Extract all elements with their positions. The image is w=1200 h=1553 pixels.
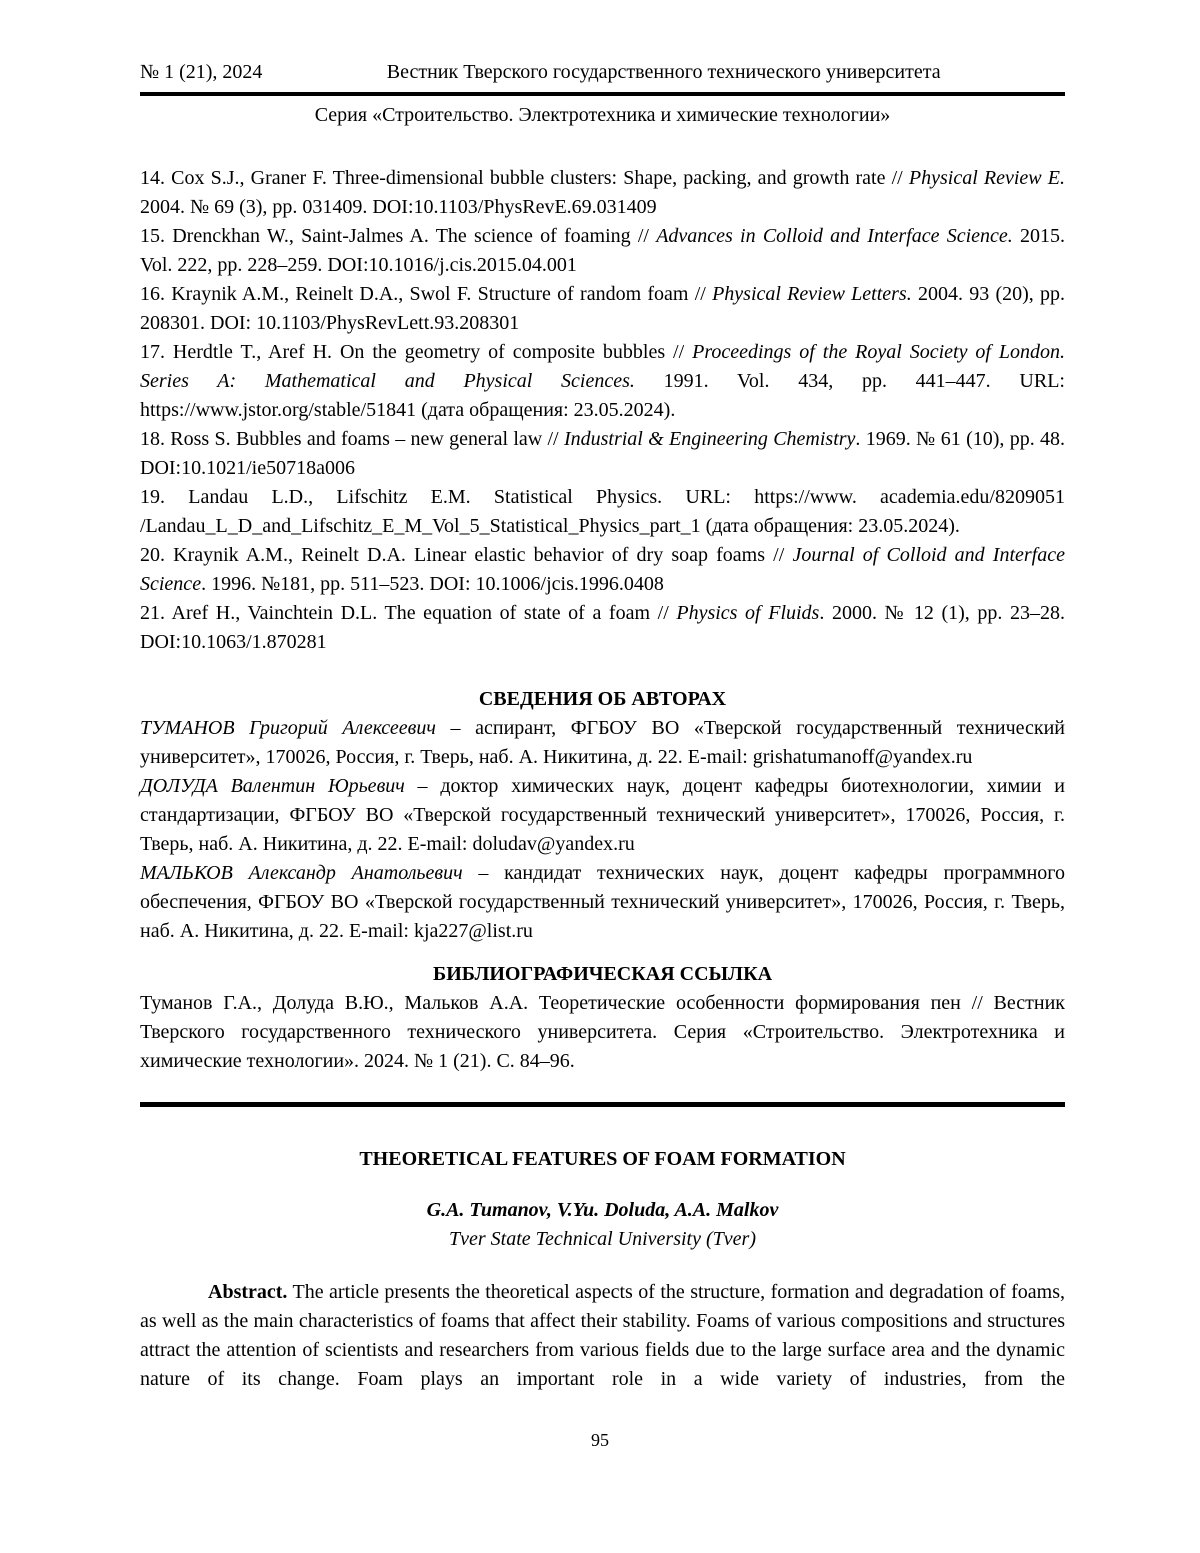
journal-title: Вестник Тверского государственного технического университета [386,61,941,83]
references-list [140,164,1065,657]
reference-item: 14. Cox S.J., Graner F. Three-dimensional bubble clusters: Shape, packing, and growth rate // Physical Review E. 2004. № 69 (3), pp. 031409. DOI:10.1103/PhysRevE.69.031409 [140,167,1066,218]
reference-item: 19. Landau L.D., Lifschitz E.M. Statistical Physics. URL: https://www. academia.edu/8209051 /Landau_L_D_and_Lifschitz_E_M_Vol_5_Statistical_Physics_part_1 (дата обращения: 23.05.2024). [140,486,1065,537]
reference-item: 16. Kraynik A.M., Reinelt D.A., Swol F. Structure of random foam // Physical Review Letters. 2004. 93 (20), pp. 208301. DOI: 10.1103/PhysRevLett.93.208301 [140,283,1066,334]
section-divider [140,1102,1065,1107]
english-title: THEORETICAL FEATURES OF FOAM FORMATION [359,1148,846,1170]
authors-list [140,714,1065,946]
journal-header [140,58,1065,87]
authors-section-title: СВЕДЕНИЯ ОБ АВТОРАХ [478,688,727,710]
abstract-paragraph: Abstract. The article presents the theoretical aspects of the structure, formation and degradation of foams, as well as the main characteristics of foams that affect their stability. Foams of various compositions and structures attract the attention of scientists and researchers from various fields due to the large surface area and the dynamic nature of its change. Foam plays an important role in a wide variety of industries, from the [140,1281,1065,1390]
author-entry: ДОЛУДА Валентин Юрьевич – доктор химических наук, доцент кафедры биотехнологии, химии и стандартизации, ФГБОУ ВО «Тверской государственный технический университет», 170026, Россия, г. Тверь, наб. А. Никитина, д. 22. E-mail: doludav@yandex.ru [140,775,1065,855]
reference-item: 15. Drenckhan W., Saint-Jalmes A. The science of foaming // Advances in Colloid and Interface Science. 2015. Vol. 222, pp. 228–259. DOI:10.1016/j.cis.2015.04.001 [140,225,1066,276]
reference-item: 20. Kraynik A.M., Reinelt D.A. Linear elastic behavior of dry soap foams // Journal of Colloid and Interface Science. 1996. №181, pp. 511–523. DOI: 10.1006/jcis.1996.0408 [140,544,1065,595]
author-entry: МАЛЬКОВ Александр Анатольевич – кандидат технических наук, доцент кафедры программного обеспечения, ФГБОУ ВО «Тверской государственный технический университет», 170026, Россия, г. Тверь, наб. А. Никитина, д. 22. E-mail: kja227@list.ru [140,862,1065,942]
citation-section-title: БИБЛИОГРАФИЧЕСКАЯ ССЫЛКА [432,963,773,985]
citation-text: Туманов Г.А., Долуда В.Ю., Мальков А.А. Теоретические особенности формирования пен // Вестник Тверского государственного технического университета. Серия «Строительство. Электротехника и химические технологии». 2024. № 1 (21). С. 84–96. [140,992,1065,1072]
reference-item: 21. Aref H., Vainchtein D.L. The equation of state of a foam // Physics of Fluids. 2000. № 12 (1), pp. 23–28. DOI:10.1063/1.870281 [140,602,1065,653]
english-authors: G.A. Tumanov, V.Yu. Doluda, A.A. Malkov [426,1199,779,1221]
reference-item: 17. Herdtle T., Aref H. On the geometry of composite bubbles // Proceedings of the Royal Society of London. Series A: Mathematical and Physical Sciences. 1991. Vol. 434, pp. 441–447. URL: https://www.jstor.org/stable/51841 (дата обращения: 23.05.2024). [140,341,1065,421]
issue-number: № 1 (21), 2024 [140,61,263,83]
author-entry: ТУМАНОВ Григорий Алексеевич – аспирант, ФГБОУ ВО «Тверской государственный технический университет», 170026, Россия, г. Тверь, наб. А. Никитина, д. 22. E-mail: grishatumanoff@yandex.ru [140,717,1065,768]
reference-item: 18. Ross S. Bubbles and foams – new general law // Industrial & Engineering Chemistry. 1969. № 61 (10), pp. 48. DOI:10.1021/ie50718a006 [140,428,1066,479]
series-title: Серия «Строительство. Электротехника и химические технологии» [314,104,891,126]
page-number: 95 [591,1430,609,1450]
english-affiliation: Tver State Technical University (Tver) [449,1228,756,1250]
header-rule [140,92,1065,96]
